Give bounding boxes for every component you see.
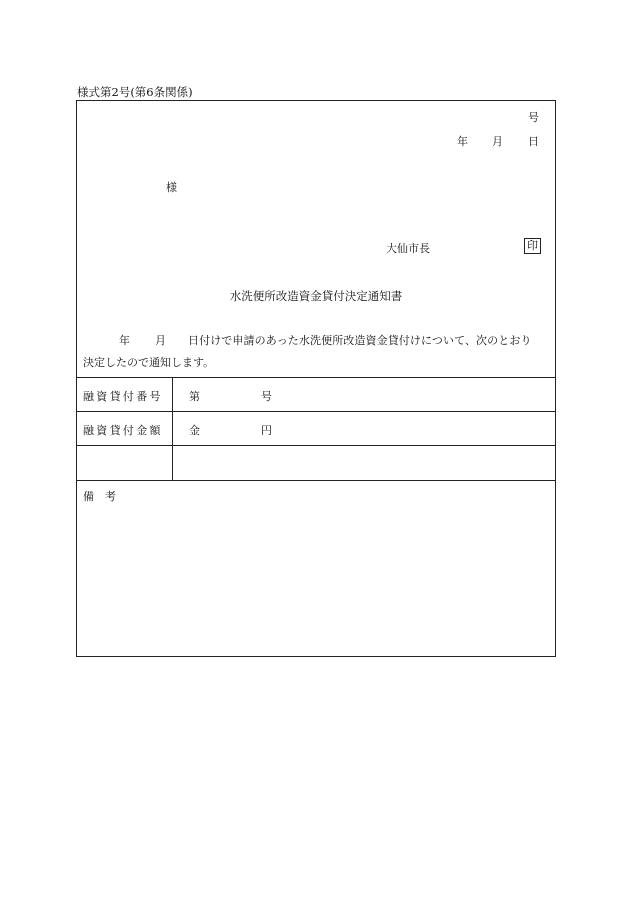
date-day: 日	[528, 135, 539, 148]
table-row-rule	[77, 411, 555, 412]
body-year: 年	[119, 334, 130, 347]
loan-number-label: 融資貸付番号	[83, 390, 163, 403]
notice-frame	[76, 100, 556, 657]
remarks-label: 備 考	[83, 490, 116, 503]
loan-amount-prefix: 金	[189, 424, 200, 437]
loan-amount-label: 融資貸付金額	[83, 424, 163, 437]
body-month: 月	[155, 334, 166, 347]
table-row-rule	[77, 445, 555, 446]
seal-mark: 印	[524, 238, 541, 254]
table-column-rule	[172, 377, 173, 480]
date-month: 月	[492, 135, 503, 148]
body-text-line2: 決定したので通知します。	[83, 356, 215, 369]
number-suffix: 号	[528, 111, 539, 124]
document-title: 水洗便所改造資金貸付決定通知書	[229, 289, 403, 303]
issuer-name: 大仙市長	[386, 242, 430, 255]
body-text-line1: 日付けで申請のあった水洗便所改造資金貸付けについて、次のとおり	[188, 334, 532, 347]
table-bottom-rule	[77, 480, 555, 481]
loan-amount-suffix: 円	[261, 424, 272, 437]
form-number-label: 様式第2号(第6条関係)	[77, 85, 193, 99]
table-top-rule	[77, 377, 555, 378]
loan-number-prefix: 第	[189, 390, 200, 403]
addressee-suffix: 様	[166, 181, 177, 194]
date-year: 年	[457, 135, 468, 148]
loan-number-suffix: 号	[261, 390, 272, 403]
